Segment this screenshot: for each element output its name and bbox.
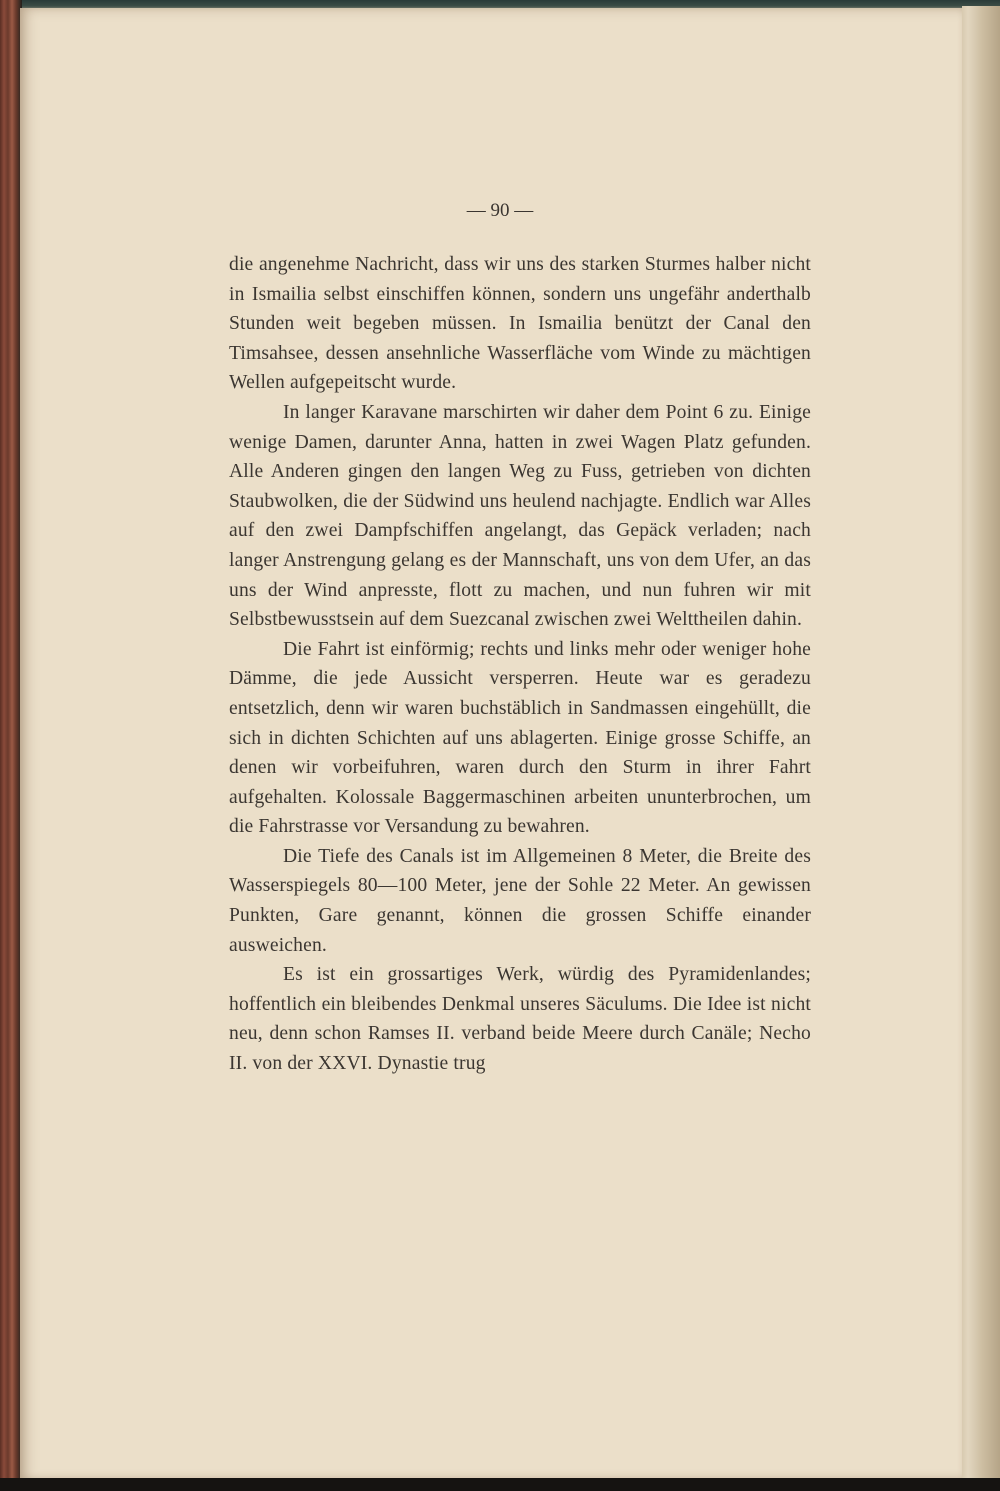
paragraph-4: Die Tiefe des Canals ist im Allgemeinen 8 Meter, die Breite des Wasserspiegels 80—100 Meter, jene der Sohle 22 Meter. An gewissen Punkten, Gare genannt, können die grossen Schiffe einander ausweichen.: [229, 845, 811, 956]
body-text: [229, 250, 811, 1079]
page-edges: [962, 6, 1000, 1486]
page-number: — 90 —: [466, 200, 534, 221]
bottom-shadow: [0, 1478, 1000, 1491]
paragraph-5: Es ist ein grossartiges Werk, würdig des Pyramidenlandes; hoffentlich ein bleibendes Denkmal unseres Säculums. Die Idee ist nicht neu, denn schon Ramses II. verband beide Meere durch Canäle; Necho II. von der XXVI. Dynastie trug: [229, 964, 811, 1075]
paragraph-3: Die Fahrt ist einförmig; rechts und links mehr oder weniger hohe Dämme, die jede Aussicht versperren. Heute war es geradezu entsetzlich, denn wir waren buchstäblich in Sandmassen eingehüllt, die sich in dichten Schichten auf uns ablagerten. Einige grosse Schiffe, an denen wir vorbeifuhren, waren durch den Sturm in ihrer Fahrt aufgehalten. Kolossale Baggermaschinen arbeiten ununterbrochen, um die Fahrstrasse vor Versandung zu bewahren.: [229, 638, 811, 838]
paragraph-2: In langer Karavane marschirten wir daher dem Point 6 zu. Einige wenige Damen, darunter Anna, hatten in zwei Wagen Platz gefunden. Alle Anderen gingen den langen Weg zu Fuss, getrieben von dichten Staubwolken, die der Südwind uns heulend nachjagte. Endlich war Alles auf den zwei Dampfschiffen angelangt, das Gepäck verladen; nach langer Anstrengung gelang es der Mannschaft, uns von dem Ufer, an das uns der Wind anpresste, flott zu machen, und nun fuhren wir mit Selbstbewusstsein auf dem Suezcanal zwischen zwei Welttheilen dahin.: [229, 401, 811, 631]
book-binding: [0, 0, 22, 1491]
paragraph-1: die angenehme Nachricht, dass wir uns des starken Sturmes halber nicht in Ismailia selbst einschiffen können, sondern uns ungefähr anderthalb Stunden weit begeben müssen. In Ismailia benützt der Canal den Timsahsee, dessen ansehnliche Wasserfläche vom Winde zu mächtigen Wellen aufgepeitscht wurde.: [229, 254, 811, 394]
